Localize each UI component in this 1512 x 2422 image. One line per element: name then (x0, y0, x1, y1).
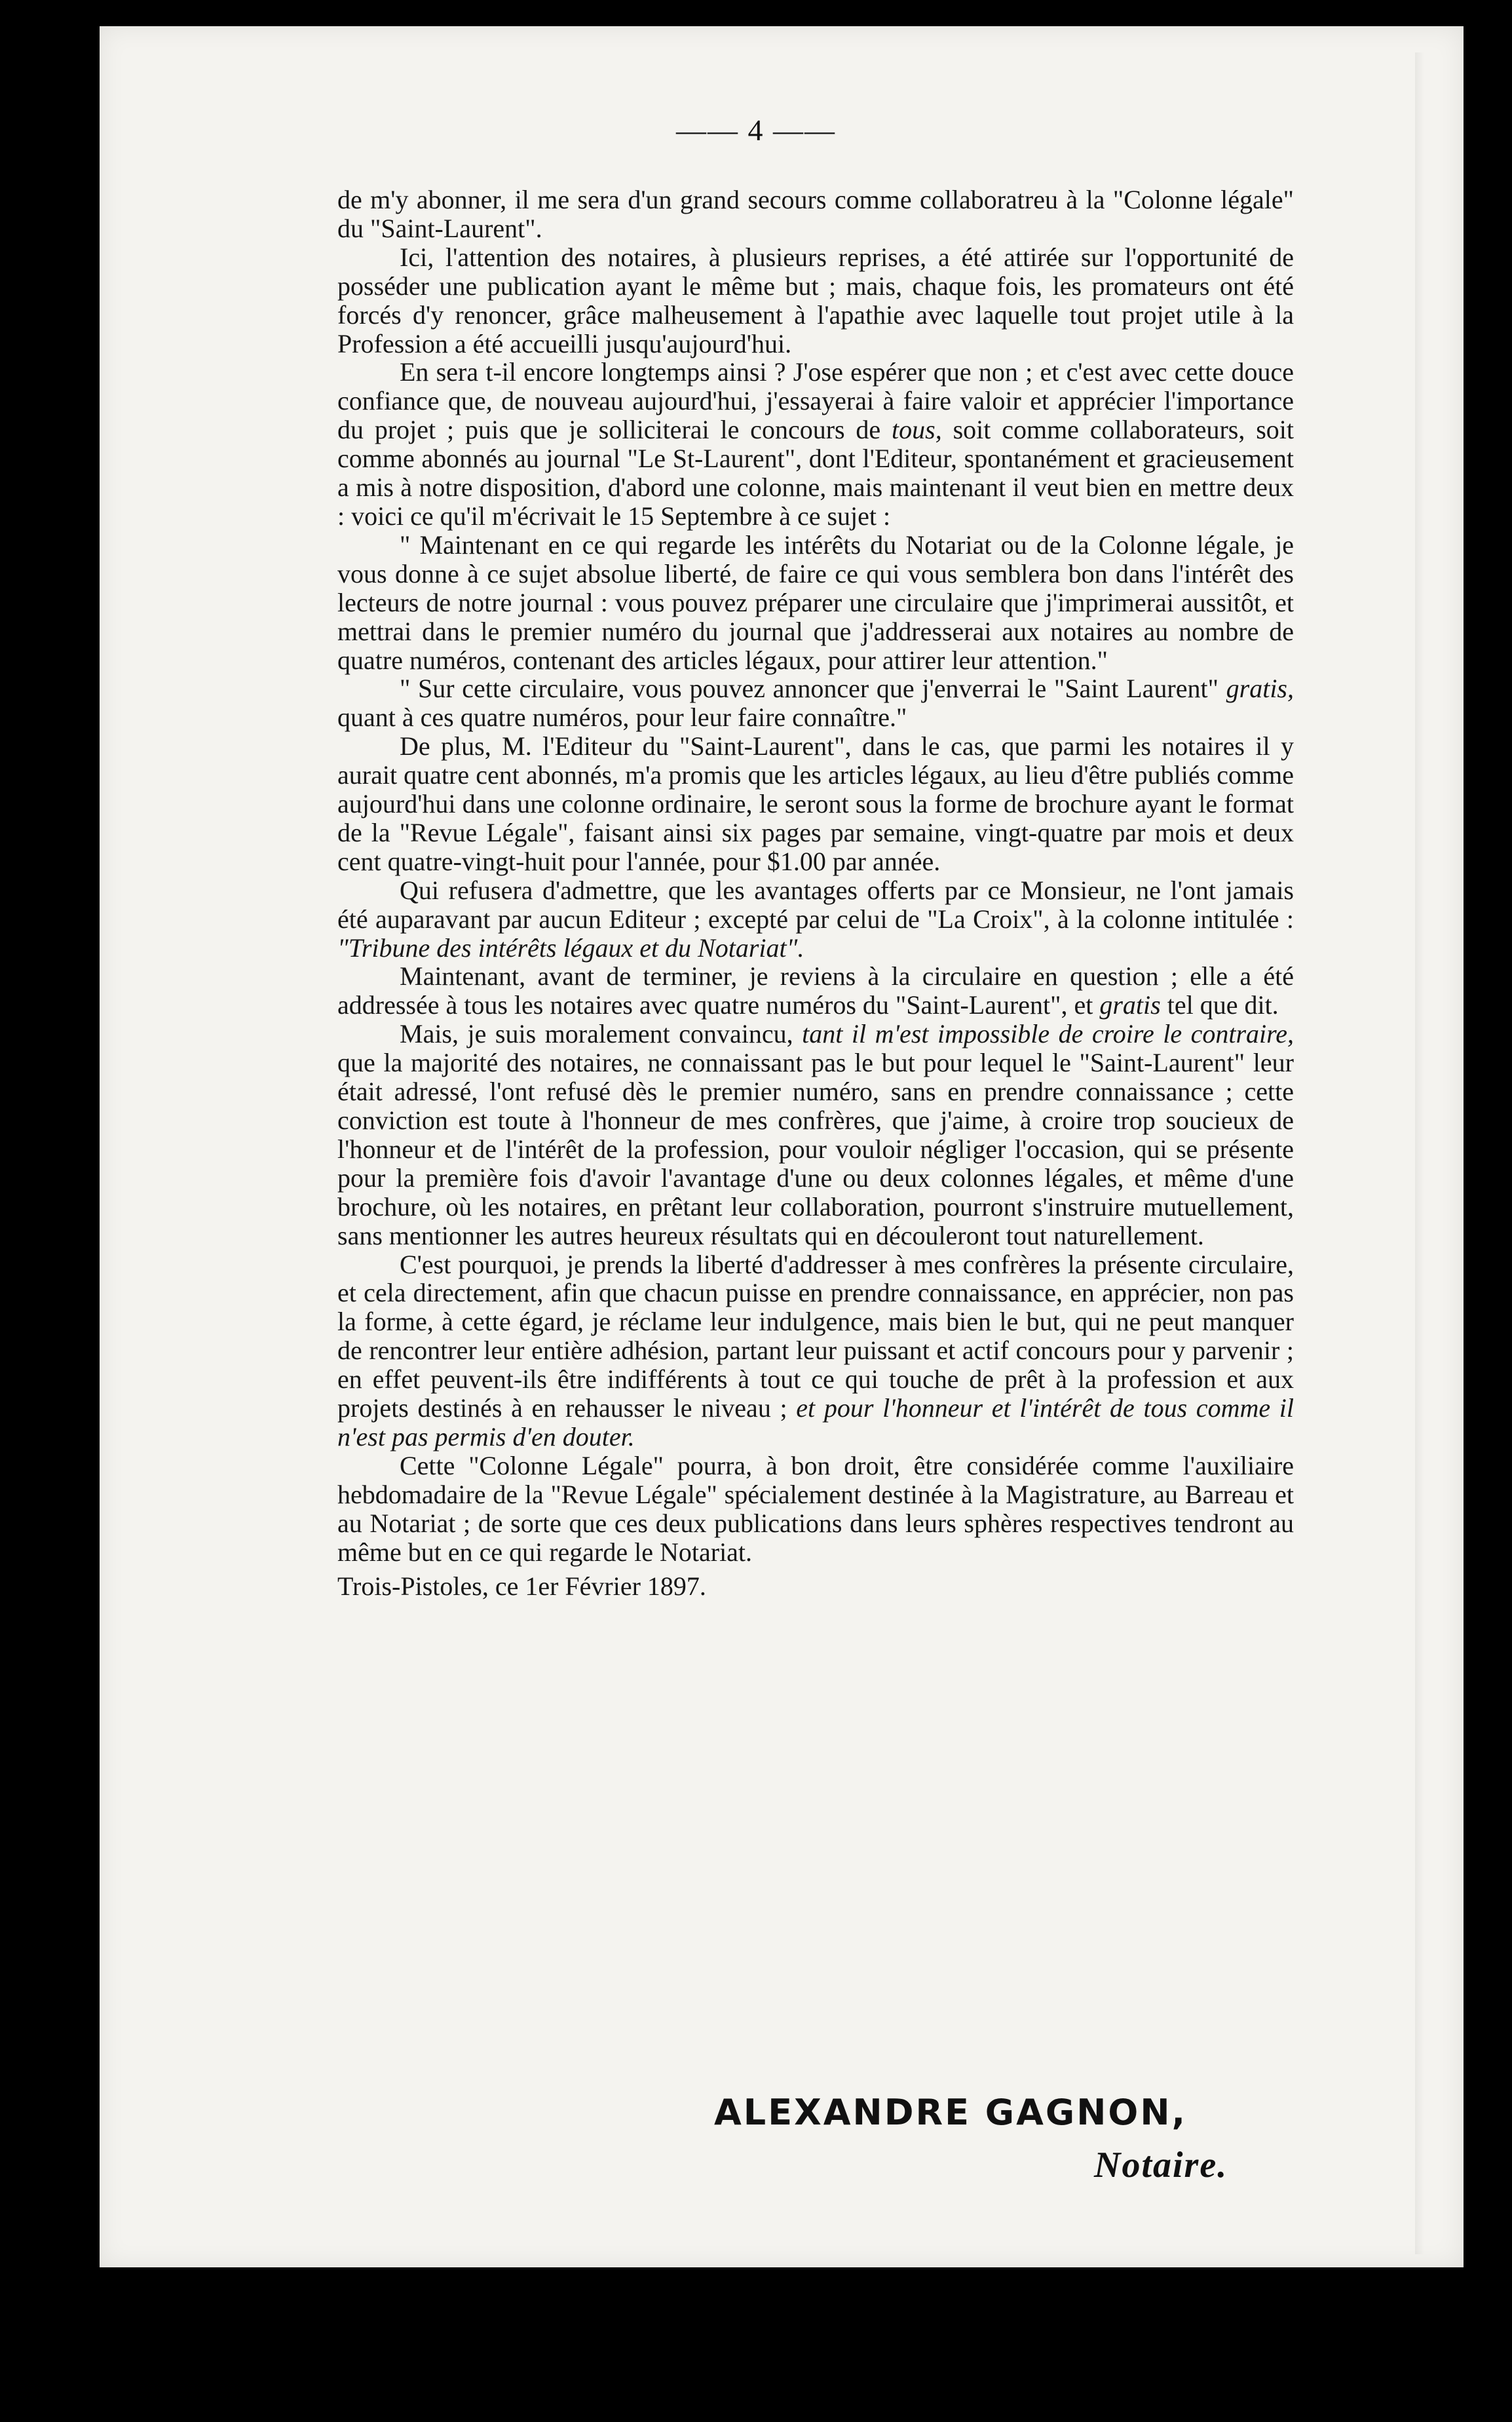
paragraph-8-text-b: tel que dit. (1160, 990, 1279, 1020)
paragraph-11: Cette "Colonne Légale" pourra, à bon droit, être considérée comme l'auxiliaire hebdomadaire de la "Revue Légale" spécialement destinée à la Magistrature, au Barreau et au Notariat ; de sorte que ces deux publications dans leurs sphères respectives tendront au même but en ce qui regarde le Notariat. (337, 1450, 1294, 1567)
place-date: Trois-Pistoles, ce 1er Février 1897. (337, 1571, 706, 1601)
paragraph-10 (337, 1250, 1294, 1451)
paragraph-9-emphasis: tant il m'est impossible de croire le contraire, (802, 1019, 1294, 1049)
paragraph-5-emphasis: gratis, (1226, 674, 1294, 704)
paragraph-9-text-a: Mais, je suis moralement convaincu, (400, 1019, 803, 1049)
paragraph-9-text-b: que la majorité des notaires, ne connaissant pas le but pour lequel le "Saint-Laurent" leur était adressé, l'ont refusé dès le premier numéro, sans en prendre connaissance ; cette conviction est toute à l'honneur de mes confrères, que j'aime, à croire trop soucieux de l'honneur et de l'intérêt de la profession, pour vouloir négliger l'occasion, qui se présente pour la première fois d'avoir l'avantage d'une ou deux colonnes légales, et même d'une brochure, où les notaires, en prêtant leur collaboration, pourront s'instruire mutuellement, sans mentionner les autres heureux résultats qui en découleront tout naturellement. (337, 1048, 1294, 1250)
letter-body (337, 185, 1294, 1600)
paper-fold-edge (1415, 52, 1424, 2254)
paragraph-5-text-b: quant à ces quatre numéros, pour leur faire connaître." (337, 702, 907, 733)
paragraph-3-text-a: En sera t-il encore longtemps ainsi ? J'ose espérer que non ; et c'est avec cette douce confiance que, de nouveau aujourd'hui, j'essayerai à faire valoir et apprécier l'importance du projet ; puis que je solliciterai le concours de (337, 357, 1294, 445)
paragraph-7-text-a: Qui refusera d'admettre, que les avantages offerts par ce Monsieur, ne l'ont jamais été auparavant par aucun Editeur ; excepté par celui de "La Croix", à la colonne intitulée : (337, 875, 1294, 934)
page-number: —— 4 —— (676, 113, 836, 147)
paragraph-5-quote (337, 674, 1294, 732)
paragraph-8-text-a: Maintenant, avant de terminer, je reviens à la circulaire en question ; elle a été addressée à tous les notaires avec quatre numéros du "Saint-Laurent", et (337, 961, 1294, 1020)
paragraph-10-emphasis: et pour l'honneur et l'intérêt de tous comme il n'est pas permis d'en douter. (337, 1393, 1294, 1451)
paragraph-9 (337, 1020, 1294, 1250)
paragraph-8 (337, 962, 1294, 1020)
paragraph-10-text-a: C'est pourquoi, je prends la liberté d'addresser à mes confrères la présente circulaire, et cela directement, afin que chacun puisse en prendre connaissance, en apprécier, non pas la forme, à cette égard, je réclame leur indulgence, mais bien le but, qui ne peut manquer de rencontrer leur entière adhésion, partant leur puissant et actif concours pour y parvenir ; en effet peuvent-ils être indifférents à tout ce qui touche de prêt à la profession et aux projets destinés à en rehausser le niveau ; (337, 1249, 1294, 1423)
paragraph-3 (337, 358, 1294, 530)
paragraph-3-text-b: soit comme collaborateurs, soit comme abonnés au journal "Le St-Laurent", dont l'Editeur, spontanément et gracieusement a mis à notre disposition, d'abord une colonne, mais maintenant il veut bien en mettre deux : voici ce qu'il m'écrivait le 15 Septembre à ce sujet : (337, 415, 1294, 531)
paragraph-2: Ici, l'attention des notaires, à plusieurs reprises, a été attirée sur l'opportunité de posséder une publication ayant le même but ; mais, chaque fois, les promateurs ont été forcés d'y renoncer, grâce malheusement à l'apathie avec laquelle tout projet utile à la Profession a été accueilli jusqu'aujourd'hui. (337, 242, 1294, 358)
signature-name: ALEXANDRE GAGNON, (714, 2092, 1188, 2133)
signature-title: Notaire. (1094, 2145, 1228, 2185)
paragraph-3-emphasis: tous, (892, 415, 942, 445)
paragraph-4-quote: " Maintenant en ce qui regarde les intérêts du Notariat ou de la Colonne légale, je vous donne à ce sujet absolue liberté, de faire ce qui vous semblera bon dans l'intérêt des lecteurs de notre journal : vous pouvez préparer une circulaire que j'imprimerai aussitôt, et mettrai dans le premier numéro du journal que j'addresserai aux notaires au nombre de quatre numéros, contenant des articles légaux, pour attirer leur attention." (337, 529, 1294, 675)
paragraph-1: de m'y abonner, il me sera d'un grand secours comme collaboratreu à la "Colonne légale" du "Saint-Laurent". (337, 185, 1294, 243)
paragraph-7 (337, 876, 1294, 963)
paragraph-5-text-a: " Sur cette circulaire, vous pouvez annoncer que j'enverrai le "Saint Laurent" (400, 674, 1226, 704)
paragraph-7-emphasis: "Tribune des intérêts légaux et du Notariat". (337, 932, 804, 963)
paragraph-8-emphasis: gratis (1099, 990, 1161, 1020)
paragraph-6: De plus, M. l'Editeur du "Saint-Laurent", dans le cas, que parmi les notaires il y aurait quatre cent abonnés, m'a promis que les articles légaux, au lieu d'être publiés comme aujourd'hui dans une colonne ordinaire, le seront sous la forme de brochure ayant le format de la "Revue Légale", faisant ainsi six pages par semaine, vingt-quatre par mois et deux cent quatre-vingt-huit pour l'année, pour $1.00 par année. (337, 731, 1294, 876)
